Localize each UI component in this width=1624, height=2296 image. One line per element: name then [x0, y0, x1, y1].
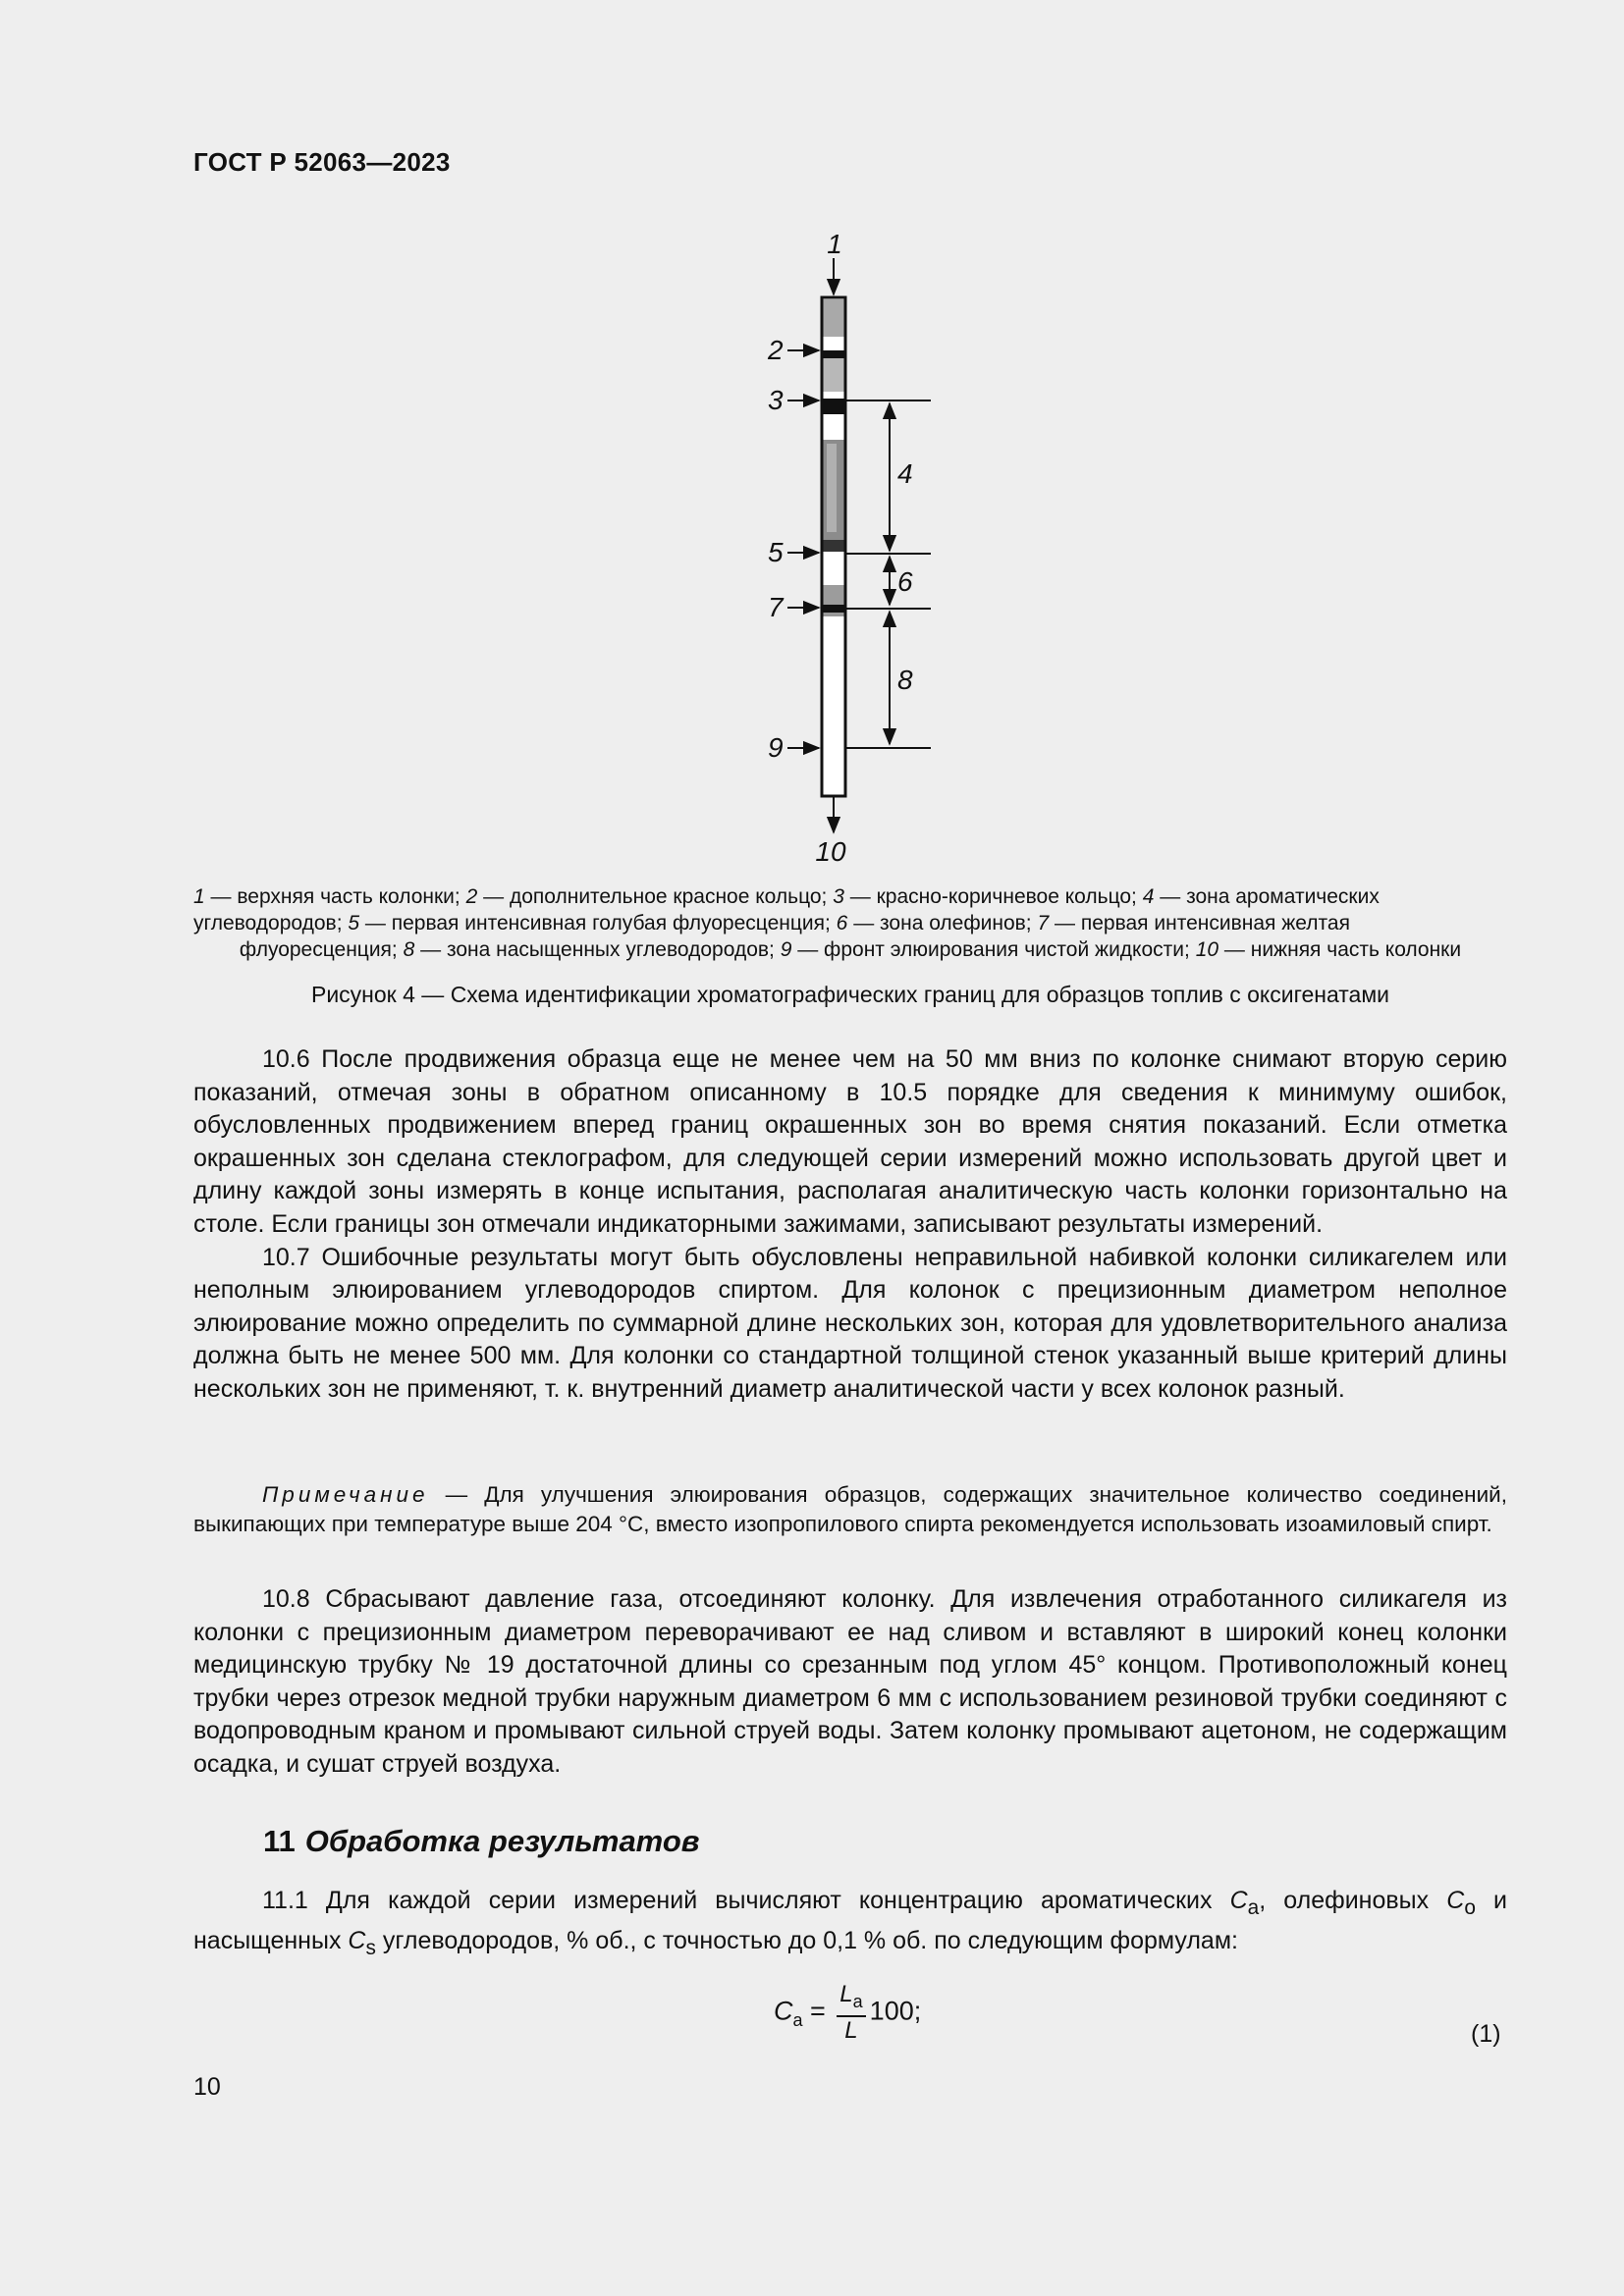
note-text: — Для улучшения элюирования образцов, содержащих значительное количество соединений, выкипающих при температуре выше 204 °С, вместо изопропилового спирта рекомендуется использовать изоамиловый спирт.	[193, 1482, 1507, 1536]
legend-item-number: 6	[836, 912, 848, 934]
label-1: 1	[827, 229, 842, 259]
legend-item-text: углеводородов;	[193, 912, 349, 934]
label-6: 6	[897, 566, 913, 597]
section-number: 11	[263, 1824, 296, 1858]
section-heading	[263, 1824, 700, 1859]
zone-top-gray	[824, 299, 844, 337]
formula-1: $C_a$ = $\frac{L_a}{L}$ 100;	[774, 1981, 922, 2044]
legend-item-number: 3	[833, 885, 844, 908]
zone-olefin-light	[824, 585, 844, 605]
legend-item-text: — первая интенсивная голубая флуоресценция;	[359, 912, 837, 934]
standard-header: ГОСТ Р 52063—2023	[193, 147, 451, 177]
paragraph-10-8: 10.8 Сбрасывают давление газа, отсоединяют колонку. Для извлечения отработанного силикагеля из колонки с прецизионным диаметром переворачивают ее над сливом и вставляют в широкий конец колонки медицинскую трубку № 19 достаточной длины со срезанным под углом 45° концом. Противоположный конец трубки через отрезок медной трубки наружным диаметром 6 мм с использованием резиновой трубки соединяют с водопроводным краном и промывают сильной струей воды. Затем колонку промывают ацетоном, не содержащим осадка, и сушат струей воздуха.	[193, 1585, 1507, 1778]
formula-fraction: $\frac{L_a}{L}$	[837, 1981, 865, 2045]
label-4: 4	[897, 458, 913, 489]
legend-item-number: 9	[780, 938, 792, 961]
label-10: 10	[815, 836, 846, 867]
legend-item-text: флуоресценция;	[239, 938, 404, 961]
legend-item-text: — нижняя часть колонки	[1218, 938, 1462, 961]
legend-line-2	[193, 910, 1507, 936]
legend-line-3	[193, 936, 1507, 963]
legend-item-text: — фронт элюирования чистой жидкости;	[791, 938, 1196, 961]
legend-item-text: — первая интенсивная желтая	[1049, 912, 1350, 934]
paragraphs-block-2	[193, 1583, 1507, 1782]
ring-red-extra	[824, 350, 844, 358]
legend-item-text: — зона олефинов;	[847, 912, 1038, 934]
column-scheme-figure	[746, 226, 943, 874]
section-title: Обработка результатов	[304, 1824, 700, 1858]
legend-item-number: 7	[1037, 912, 1050, 934]
figure-legend	[193, 883, 1507, 963]
paragraph-10-6: 10.6 После продвижения образца еще не менее чем на 50 мм вниз по колонке снимают вторую серию показаний, отмечая зоны в обратном описанному в 10.5 порядке для сведения к минимуму ошибок, обусловленных продвижением вперед границ окрашенных зон во время снятия показаний. Если отметка окрашенных зон сделана стеклографом, для следующей серии измерений можно использовать другой цвет и длину каждой зоны измерять в конце испытания, располагая аналитическую часть колонки горизонтально на столе. Если границы зон отмечали индикаторными зажимами, записывают результаты измерений.	[193, 1045, 1507, 1238]
equation-number: (1)	[1471, 2020, 1501, 2048]
legend-item-text: — дополнительное красное кольцо;	[477, 885, 834, 908]
label-3: 3	[768, 385, 784, 415]
note-label: Примечание	[262, 1482, 429, 1507]
legend-item-text: — зона насыщенных углеводородов;	[414, 938, 781, 961]
label-7: 7	[768, 592, 784, 622]
paragraphs-block-3	[193, 1885, 1507, 1964]
zone-yellow-gray	[824, 613, 844, 616]
page-number: 10	[193, 2073, 221, 2101]
figure-caption: Рисунок 4 — Схема идентификации хроматографических границ для образцов топлив с оксигенатами	[310, 982, 1389, 1007]
label-9: 9	[768, 732, 784, 763]
ring-blue-fluor	[824, 540, 844, 552]
legend-item-text: — красно-коричневое кольцо;	[843, 885, 1143, 908]
label-5: 5	[768, 537, 784, 567]
legend-item-number: 1	[193, 885, 205, 908]
ring-yellow-fluor	[824, 605, 844, 613]
ring-red-brown	[824, 399, 844, 414]
legend-item-number: 2	[465, 885, 478, 908]
label-8: 8	[897, 665, 913, 695]
legend-item-text: — зона ароматических	[1154, 885, 1380, 908]
paragraph-10-7: 10.7 Ошибочные результаты могут быть обусловлены неправильной набивкой колонки силикагелем или неполным элюированием углеводородов спиртом. Для колонок с прецизионным диаметром неполное элюирование можно определить по суммарной длине нескольких зон, которая для удовлетворительного анализа должна быть не менее 500 мм. Для колонки со стандартной толщиной стенок указанный выше критерий длины нескольких зон не применяют, т. к. внутренний диаметр аналитической части у всех колонок разный.	[193, 1243, 1507, 1403]
label-2: 2	[768, 335, 784, 365]
legend-item-number: 8	[403, 938, 415, 961]
paragraph-11-1: 11.1 Для каждой серии измерений вычисляют концентрацию ароматических $C_a$, олефиновых $C_o$ и насыщенных $C_s$ углеводородов, % об., с точностью до 0,1 % об. по следующим формулам:	[193, 1887, 1507, 1959]
zone-gray-upper	[824, 358, 844, 392]
zone-aromatic-light	[827, 444, 837, 532]
note	[193, 1480, 1507, 1539]
legend-item-text: — верхняя часть колонки;	[204, 885, 466, 908]
legend-item-number: 4	[1142, 885, 1155, 908]
paragraphs-block-1	[193, 1043, 1507, 1407]
legend-item-number: 10	[1195, 938, 1219, 961]
legend-line-1	[193, 883, 1507, 910]
legend-item-number: 5	[348, 912, 360, 934]
